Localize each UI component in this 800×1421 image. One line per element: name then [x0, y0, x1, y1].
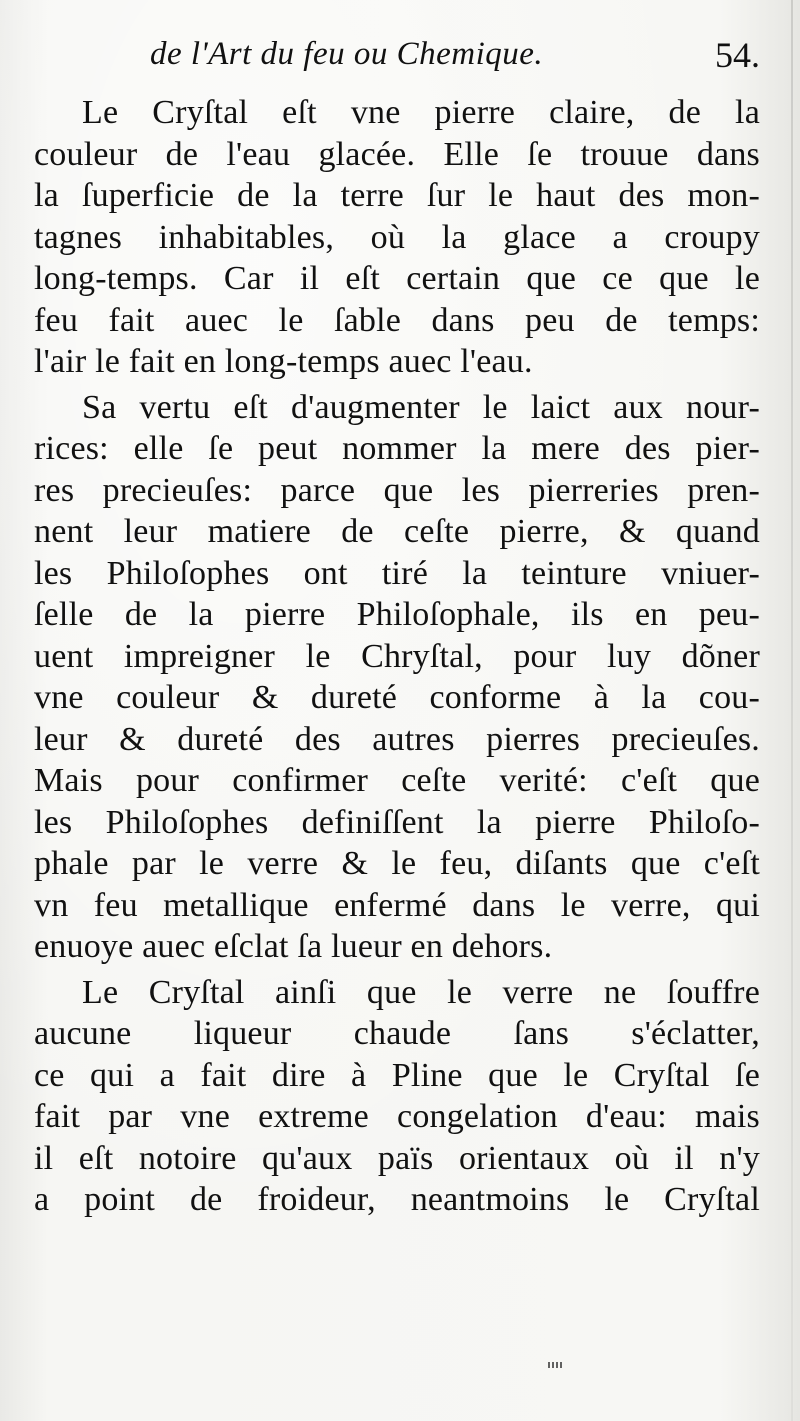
text-line: vn feu metallique enfermé dans le verre, qui: [34, 886, 760, 924]
text-line: ce qui a fait dire à Pline que le Cryſtal ſe: [34, 1056, 760, 1094]
text-line: uent impreigner le Chryſtal, pour luy dõner: [34, 637, 760, 675]
text-line: les Philoſophes ont tiré la teinture vniuer-: [34, 554, 760, 592]
text-line: leur & dureté des autres pierres precieuſes.: [34, 720, 760, 758]
text-line: Mais pour confirmer ceſte verité: c'eſt que: [34, 762, 760, 799]
text-line: aucune liqueur chaude ſans s'éclatter,: [34, 1015, 760, 1052]
text-line: Sa vertu eſt d'augmenter le laict aux nour-: [82, 388, 760, 426]
page-edge-shadow: [791, 0, 793, 1421]
text-line: rices: elle ſe peut nommer la mere des pier-: [34, 430, 760, 467]
text-line: couleur de l'eau glacée. Elle ſe trouue dans: [34, 135, 760, 173]
page-number: 54.: [715, 35, 760, 75]
text-line: Le Cryſtal eſt vne pierre claire, de la: [82, 94, 760, 131]
print-mark: [548, 1362, 564, 1368]
text-line: vne couleur & dureté conforme à la cou-: [34, 679, 760, 716]
text-line: enuoye auec eſclat ſa lueur en dehors.: [34, 928, 553, 965]
text-line: Le Cryſtal ainſi que le verre ne ſouffre: [82, 973, 760, 1011]
running-head: de l'Art du feu ou Chemique.: [150, 36, 544, 72]
text-line: l'air le fait en long-temps auec l'eau.: [34, 343, 533, 380]
body-text: [34, 92, 760, 1221]
text-line: nent leur matiere de ceſte pierre, & quand: [34, 513, 760, 550]
text-line: ſelle de la pierre Philoſophale, ils en peu-: [34, 596, 760, 633]
page-header: [150, 34, 760, 84]
text-line: fait par vne extreme congelation d'eau: mais: [34, 1098, 760, 1135]
text-line: la ſuperficie de la terre ſur le haut des mon-: [34, 177, 760, 214]
text-line: feu fait auec le ſable dans peu de temps:: [34, 301, 760, 339]
text-line: a point de froideur, neantmoins le Cryſtal: [34, 1181, 760, 1218]
text-line: phale par le verre & le feu, diſants que c'eſt: [34, 845, 760, 882]
text-line: tagnes inhabitables, où la glace a croupy: [34, 218, 760, 256]
text-line: les Philoſophes definiſſent la pierre Philoſo-: [34, 803, 760, 841]
text-line: il eſt notoire qu'aux païs orientaux où il n'y: [34, 1139, 760, 1177]
text-line: res precieuſes: parce que les pierreries pren-: [34, 471, 760, 509]
text-line: long-temps. Car il eſt certain que ce que le: [34, 260, 760, 297]
